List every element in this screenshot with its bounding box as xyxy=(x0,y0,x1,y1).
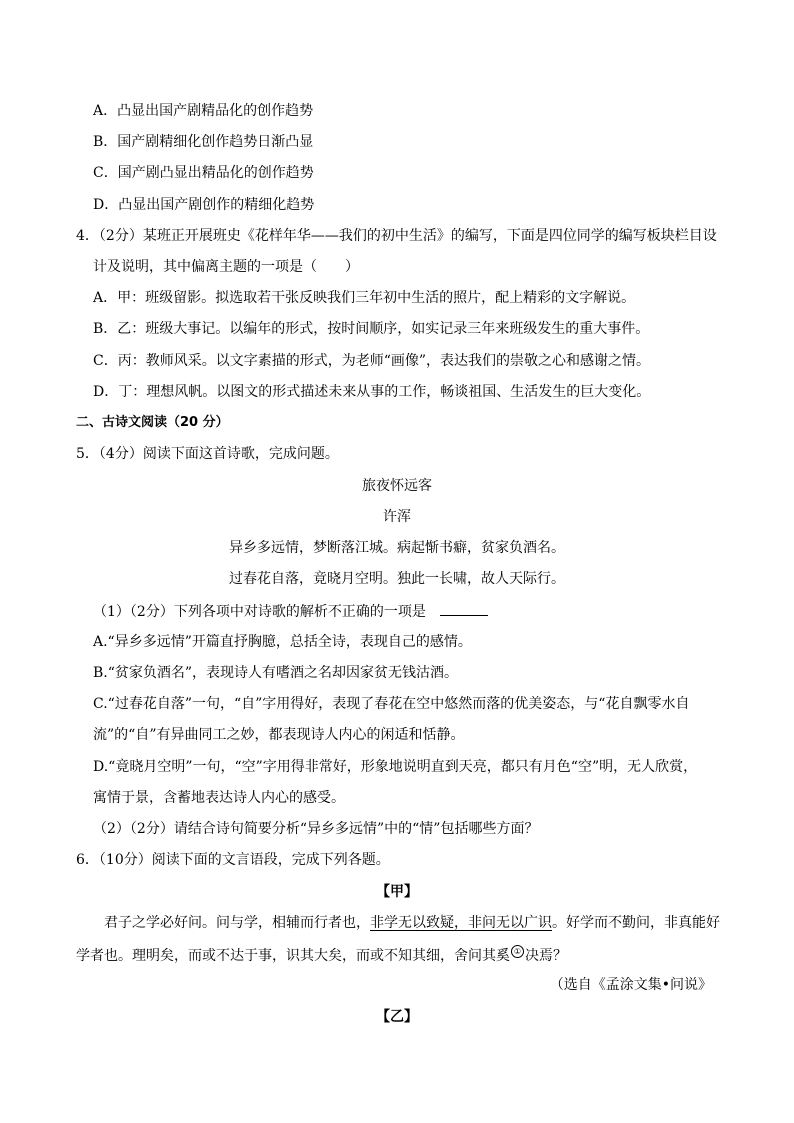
q5-sub1-option-a: A.“异乡多远情”开篇直抒胸臆，总括全诗，表现自己的感情。 xyxy=(93,634,472,650)
q5-sub2-stem: （2）（2分）请结合诗句简要分析“异乡多远情”中的“情”包括哪些方面？ xyxy=(93,821,539,837)
q5-stem: 5．（4分）阅读下面这首诗歌，完成问题。 xyxy=(76,446,339,462)
q5-sub1-text: （1）（2分）下列各项中对诗歌的解析不正确的一项是 xyxy=(93,604,426,620)
q5-sub1-option-c-line1: C.“过春花自落”一句，“自”字用得好，表现了春花在空中悠然而落的优美姿态，与“花自飘零水自 xyxy=(93,696,690,712)
answer-blank xyxy=(440,601,488,616)
footnote-marker: ① xyxy=(511,945,524,958)
q6-stem: 6．（10分）阅读下面的文言语段，完成下列各题。 xyxy=(76,852,390,868)
q4-option-a: A．甲：班级留影。拟选取若干张反映我们三年初中生活的照片，配上精彩的文字解说。 xyxy=(93,290,636,306)
passage-text: 。好学而不勤问，非真能好 xyxy=(552,915,720,931)
passage-text: 君子之学必好问。问与学，相辅而行者也， xyxy=(104,915,370,931)
q3-option-b: B．国产剧精细化创作趋势日渐凸显 xyxy=(93,134,314,150)
poem-line-1: 异乡多远情，梦断落江城。病起惭书癖，贫家负酒名。 xyxy=(229,540,565,556)
poem-line-2: 过春花自落，竟晓月空明。独此一长啸，故人天际行。 xyxy=(229,571,565,587)
passage-jia-line2 xyxy=(76,945,567,965)
section2-heading: 二、古诗文阅读（20 分） xyxy=(76,415,229,430)
q3-option-a: A．凸显出国产剧精品化的创作趋势 xyxy=(93,103,314,119)
poem-title: 旅夜怀远客 xyxy=(362,478,432,494)
passage-text: 学者也。理明矣，而或不达于事，识其大矣，而或不知其细，舍问其奚 xyxy=(76,948,510,964)
q4-option-c: C．丙：教师风采。以文字素描的形式，为老师“画像”，表达我们的崇敬之心和感谢之情。 xyxy=(93,353,651,369)
q3-option-d: D．凸显出国产剧创作的精细化趋势 xyxy=(93,197,315,213)
underlined-sentence: 非学无以致疑，非问无以广识 xyxy=(370,915,552,931)
q3-option-c: C．国产剧凸显出精品化的创作趋势 xyxy=(93,165,314,181)
q5-sub1-option-b: B.“贫家负酒名”，表现诗人有嗜酒之名却因家贫无钱沽酒。 xyxy=(93,665,459,681)
q5-sub1-option-d-line2: 寓情于景，含蓄地表达诗人内心的感受。 xyxy=(93,790,345,806)
q5-sub1-option-c-line2: 流”的“自”有异曲同工之妙，都表现诗人内心的闲适和恬静。 xyxy=(93,727,465,743)
q4-option-d: D．丁：理想风帆。以图文的形式描述未来从事的工作，畅谈祖国、生活发生的巨大变化。 xyxy=(93,384,651,400)
q4-stem-line1: 4．（2分）某班正开展班史《花样年华——我们的初中生活》的编写，下面是四位同学的编写板块栏目设 xyxy=(76,228,717,244)
passage-text: 决焉？ xyxy=(525,948,567,964)
q4-stem-line2: 计及说明，其中偏离主题的一项是（ ） xyxy=(93,259,359,275)
passage-source: （选自《孟涂文集•问说》 xyxy=(549,977,712,993)
passage-jia-heading: 【甲】 xyxy=(376,884,418,900)
q5-sub1-stem xyxy=(93,601,488,621)
passage-yi-heading: 【乙】 xyxy=(376,1009,418,1025)
poem-author: 许浑 xyxy=(383,509,411,525)
passage-jia-line1 xyxy=(104,914,720,932)
q4-option-b: B．乙：班级大事记。以编年的形式，按时间顺序，如实记录三年来班级发生的重大事件。 xyxy=(93,321,650,337)
q5-sub1-option-d-line1: D.“竟晓月空明”一句，“空”字用得非常好，形象地说明直到天亮，都只有月色“空”明，无人欣赏， xyxy=(93,759,698,775)
